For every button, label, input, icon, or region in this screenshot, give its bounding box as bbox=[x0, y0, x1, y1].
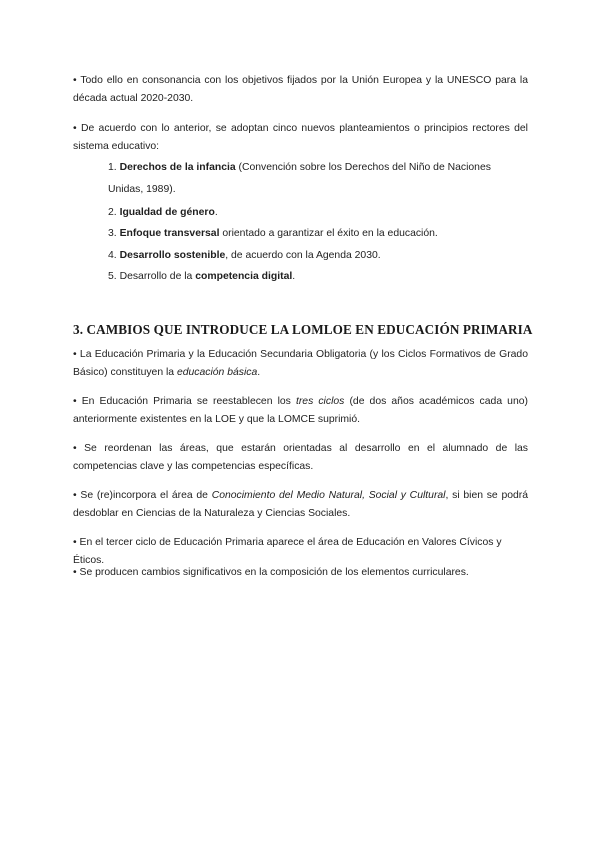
item-text: (Convención sobre los Derechos del Niño de Naciones Unidas, 1989). bbox=[108, 162, 491, 195]
paragraph-emphasis: educación básica bbox=[176, 367, 258, 378]
item-bold: Derechos de la infancia bbox=[119, 162, 236, 173]
item-text: , de acuerdo con la Agenda 2030. bbox=[225, 250, 381, 261]
paragraph-text: La Educación Primaria y la Educación Secundaria Obligatoria (y los Ciclos Formativos de Grado Básico) constituyen la bbox=[73, 349, 528, 378]
paragraph-text: De acuerdo con lo anterior, se adoptan cinco nuevos planteamientos o principios rectores del sistema educativo: bbox=[73, 123, 528, 152]
paragraph-text: Se producen cambios significativos en la composición de los elementos curriculares. bbox=[79, 567, 469, 578]
item-number: 1. bbox=[108, 162, 117, 173]
paragraph-text-end: , si bien se podrá desdoblar en Ciencias de la Naturaleza y Ciencias Sociales. bbox=[73, 490, 529, 519]
principle-item-1 bbox=[108, 157, 528, 201]
paragraph-elementos-curriculares bbox=[73, 564, 528, 582]
principle-item-2 bbox=[108, 204, 528, 222]
item-text: orientado a garantizar el éxito en la educación. bbox=[219, 228, 438, 239]
paragraph-emphasis: tres ciclos bbox=[295, 396, 345, 407]
paragraph-text: En Educación Primaria se reestablecen los bbox=[81, 396, 296, 407]
item-number: 2. bbox=[108, 207, 117, 218]
principle-item-5 bbox=[108, 268, 528, 286]
paragraph-emphasis: Conocimiento del Medio Natural, Social y Cultural bbox=[211, 490, 446, 501]
item-text-pre: Desarrollo de la bbox=[119, 271, 196, 282]
bullet: • bbox=[73, 490, 77, 501]
principle-item-3 bbox=[108, 225, 528, 243]
bullet: • bbox=[73, 567, 77, 578]
paragraph-areas bbox=[73, 440, 528, 476]
paragraph-text-end: (de dos años académicos cada uno) anteriormente existentes en la LOE y que la LOMCE suprimió. bbox=[73, 396, 528, 425]
item-text: . bbox=[292, 271, 296, 282]
paragraph-text: Se (re)incorpora el área de bbox=[80, 490, 212, 501]
principle-item-4 bbox=[108, 247, 528, 265]
item-text: . bbox=[214, 207, 218, 218]
item-bold: competencia digital bbox=[195, 271, 293, 282]
paragraph-educacion-basica bbox=[73, 346, 528, 382]
bullet: • bbox=[73, 123, 77, 134]
item-bold: Enfoque transversal bbox=[119, 228, 220, 239]
paragraph-text: Todo ello en consonancia con los objetivos fijados por la Unión Europea y la UNESCO para la década actual 2020-2030. bbox=[73, 75, 528, 104]
item-number: 4. bbox=[108, 250, 117, 261]
bullet: • bbox=[73, 396, 77, 407]
paragraph-tres-ciclos bbox=[73, 393, 528, 429]
bullet: • bbox=[73, 75, 77, 86]
bullet: • bbox=[73, 537, 77, 548]
paragraph-text: Se reordenan las áreas, que estarán orientadas al desarrollo en el alumnado de las competencias clave y las competencias específicas. bbox=[73, 443, 528, 472]
paragraph-eu-unesco bbox=[73, 72, 528, 108]
paragraph-text: En el tercer ciclo de Educación Primaria aparece el área de Educación en Valores Cívicos y Éticos. bbox=[73, 537, 502, 566]
bullet: • bbox=[73, 349, 77, 360]
paragraph-conocimiento-medio bbox=[73, 487, 528, 523]
item-bold: Desarrollo sostenible bbox=[119, 250, 226, 261]
item-number: 5. bbox=[108, 271, 117, 282]
paragraph-text-end: . bbox=[257, 367, 261, 378]
bullet: • bbox=[73, 443, 77, 454]
paragraph-principles-intro bbox=[73, 120, 528, 156]
item-bold: Igualdad de género bbox=[119, 207, 215, 218]
item-number: 3. bbox=[108, 228, 117, 239]
section-heading: 3. CAMBIOS QUE INTRODUCE LA LOMLOE EN EDUCACIÓN PRIMARIA bbox=[73, 322, 533, 337]
